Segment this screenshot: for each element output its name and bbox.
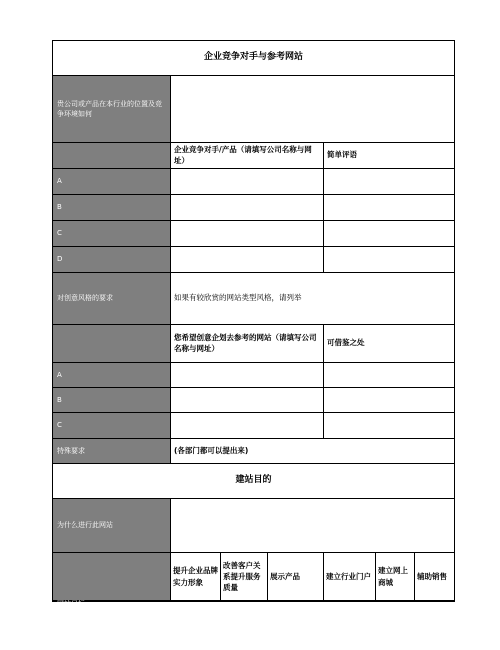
position-input[interactable] <box>171 76 454 143</box>
why-label: 为什么进行此网站 <box>53 499 171 553</box>
why-row <box>53 499 454 553</box>
reference-header: 您希望创意企划去参考的网站（请填写公司名称与网址） <box>171 325 324 363</box>
competitor-name-input[interactable] <box>171 195 324 221</box>
competitor-header: 企业竞争对手/产品（请填写公司名称与网址） <box>171 143 324 169</box>
reference-borrow-input[interactable] <box>324 413 454 439</box>
competitor-row-label: B <box>53 195 171 221</box>
competitor-comment-input[interactable] <box>324 169 454 195</box>
competitor-row <box>53 247 454 273</box>
competitor-section-title-row <box>53 41 454 76</box>
special-row <box>53 439 454 464</box>
reference-row-label: B <box>53 388 171 413</box>
position-row <box>53 76 454 143</box>
purpose-section-title: 建站目的 <box>53 464 454 499</box>
reference-row <box>53 363 454 388</box>
competitor-header-label-cell <box>53 143 171 169</box>
borrow-header: 可借鉴之处 <box>324 325 454 363</box>
goal-option-portal[interactable]: 建立行业门户 <box>324 553 376 601</box>
goal-row <box>53 553 454 608</box>
goal-option-brand[interactable]: 提升企业品牌实力形象 <box>171 553 221 601</box>
competitor-comment-input[interactable] <box>324 221 454 247</box>
competitor-comment-input[interactable] <box>324 195 454 221</box>
reference-row <box>53 413 454 439</box>
purpose-section-title-row <box>53 464 454 499</box>
goal-option-products[interactable]: 展示产品 <box>268 553 324 601</box>
competitor-row <box>53 221 454 247</box>
reference-borrow-input[interactable] <box>324 363 454 388</box>
competitor-row-label: C <box>53 221 171 247</box>
reference-header-label-cell <box>53 325 171 363</box>
reference-site-input[interactable] <box>171 363 324 388</box>
position-label: 贵公司或产品在本行业的位置及竞争环境如何 <box>53 76 171 143</box>
competitor-row <box>53 169 454 195</box>
goal-option-service[interactable]: 改善客户关系提升服务质量 <box>221 553 268 601</box>
reference-site-input[interactable] <box>171 413 324 439</box>
competitor-row-label: A <box>53 169 171 195</box>
goal-label: 网站目标 <box>57 599 85 608</box>
reference-row-label: A <box>53 363 171 388</box>
special-hint[interactable]: (各部门都可以提出来) <box>171 439 454 464</box>
competitor-name-input[interactable] <box>171 247 324 273</box>
reference-row <box>53 388 454 413</box>
competitor-header-row <box>53 143 454 169</box>
competitor-name-input[interactable] <box>171 169 324 195</box>
goal-option-sales[interactable]: 辅助销售 <box>415 553 454 601</box>
style-label: 对创意风格的要求 <box>53 273 171 325</box>
website-brief-form <box>52 40 455 608</box>
competitor-name-input[interactable] <box>171 221 324 247</box>
style-hint[interactable]: 如果有较欣赏的网站类型风格，请列举 <box>171 273 454 325</box>
competitor-row <box>53 195 454 221</box>
special-label: 特殊要求 <box>53 439 171 464</box>
reference-row-label: C <box>53 413 171 439</box>
competitor-comment-input[interactable] <box>324 247 454 273</box>
comment-header: 简单评语 <box>324 143 454 169</box>
competitor-section-title: 企业竞争对手与参考网站 <box>53 41 454 76</box>
goal-option-store[interactable]: 建立网上商城 <box>376 553 415 601</box>
reference-borrow-input[interactable] <box>324 388 454 413</box>
why-input[interactable] <box>171 499 454 553</box>
competitor-row-label: D <box>53 247 171 273</box>
reference-site-input[interactable] <box>171 388 324 413</box>
style-row <box>53 273 454 325</box>
goal-label-cell <box>53 553 171 608</box>
reference-header-row <box>53 325 454 363</box>
